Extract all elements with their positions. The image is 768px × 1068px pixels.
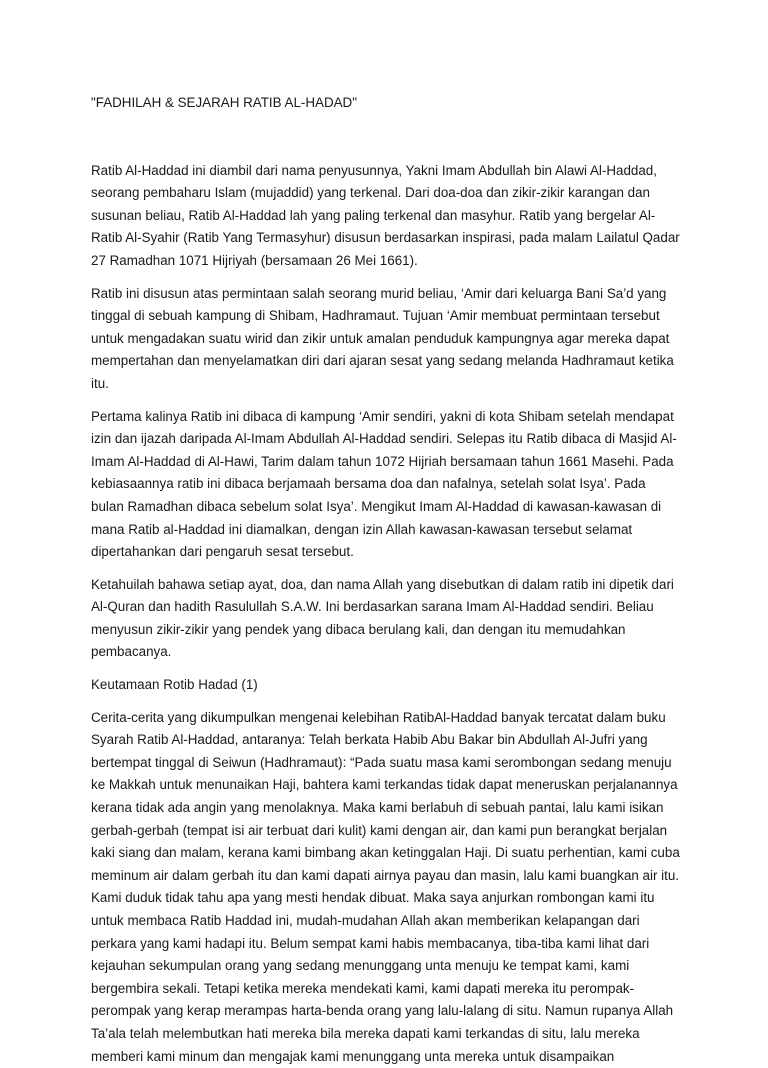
paragraph-request: Ratib ini disusun atas permintaan salah seorang murid beliau, ‘Amir dari keluarga Bani Sa’d yang tinggal di sebuah kampung di Shibam, Hadhramaut. Tujuan ‘Amir membuat permintaan tersebut untuk mengadakan suatu wirid dan zikir untuk amalan penduduk kampungnya agar mereka dapat mempertahan dan menyelamatkan diri dari ajaran sesat yang sedang melanda Hadhramaut ketika itu. [91,285,674,391]
paragraph-origin: Ratib Al-Haddad ini diambil dari nama penyusunnya, Yakni Imam Abdullah bin Alawi Al-Haddad, seorang pembaharu Islam (mujaddid) yang terkenal. Dari doa-doa dan zikir-zikir karangan dan susunan beliau, Ratib Al-Haddad lah yang paling terkenal dan masyhur. Ratib yang bergelar Al-Ratib Al-Syahir (Ratib Yang Termasyhur) disusun berdasarkan inspirasi, pada malam Lailatul Qadar 27 Ramadhan 1071 Hijriyah (bersamaan 26 Mei 1661). [91,162,680,268]
paragraph-sources: Ketahuilah bahawa setiap ayat, doa, dan nama Allah yang disebutkan di dalam ratib ini dipetik dari Al-Quran dan hadith Rasulullah S.A.W. Ini berdasarkan sarana Imam Al-Haddad sendiri. Beliau menyusun zikir-zikir yang pendek yang dibaca berulang kali, dan dengan itu memudahkan pembacanya. [91,576,674,660]
document-body [91,160,680,1068]
section-heading-keutamaan: Keutamaan Rotib Hadad (1) [91,677,258,693]
paragraph-story: Cerita-cerita yang dikumpulkan mengenai kelebihan RatibAl-Haddad banyak tercatat dalam buku Syarah Ratib Al-Haddad, antaranya: Telah berkata Habib Abu Bakar bin Abdullah Al-Jufri yang bertempat tinggal di Seiwun (Hadhramaut): “Pada suatu masa kami serombongan sedang menuju ke Makkah untuk menunaikan Haji, bahtera kami terkandas tidak dapat meneruskan perjalanannya kerana tidak ada angin yang menolaknya. Maka kami berlabuh di sebuah pantai, lalu kami isikan gerbah-gerbah (tempat isi air terbuat dari kulit) kami dengan air, dan kami pun berangkat berjalan kaki siang dan malam, kerana kami bimbang akan ketinggalan Haji. Di suatu perhentian, kami cuba meminum air dalam gerbah itu dan kami dapati airnya payau dan masin, lalu kami buangkan air itu. Kami duduk tidak tahu apa yang mesti hendak dibuat. Maka saya anjurkan rombongan kami itu untuk membaca Ratib Haddad ini, mudah-mudahan Allah akan memberikan kelapangan dari perkara yang kami hadapi itu. Belum sempat kami habis membacanya, tiba-tiba kami lihat dari kejauhan sekumpulan orang yang sedang menunggang unta menuju ke tempat kami, kami bergembira sekali. Tetapi ketika mereka mendekati kami, kami dapati mereka itu perompak-perompak yang kerap merampas harta-benda orang yang lalu-lalang di situ. Namun rupanya Allah Ta’ala telah melembutkan hati mereka bila mereka dapati kami terkandas di situ, lalu mereka memberi kami minum dan mengajak kami menunggang unta mereka untuk disampaikan [91,709,680,1064]
paragraph-first-reading: Pertama kalinya Ratib ini dibaca di kampung ‘Amir sendiri, yakni di kota Shibam setelah mendapat izin dan ijazah daripada Al-Imam Abdullah Al-Haddad sendiri. Selepas itu Ratib dibaca di Masjid Al-Imam Al-Haddad di Al-Hawi, Tarim dalam tahun 1072 Hijriah bersamaan tahun 1661 Masehi. Pada kebiasaannya ratib ini dibaca berjamaah bersama doa dan nafalnya, setelah solat Isya’. Pada bulan Ramadhan dibaca sebelum solat Isya’. Mengikut Imam Al-Haddad di kawasan-kawasan di mana Ratib al-Haddad ini diamalkan, dengan izin Allah kawasan-kawasan tersebut selamat dipertahankan dari pengaruh sesat tersebut. [91,408,677,560]
document-title: "FADHILAH & SEJARAH RATIB AL-HADAD" [91,95,357,110]
